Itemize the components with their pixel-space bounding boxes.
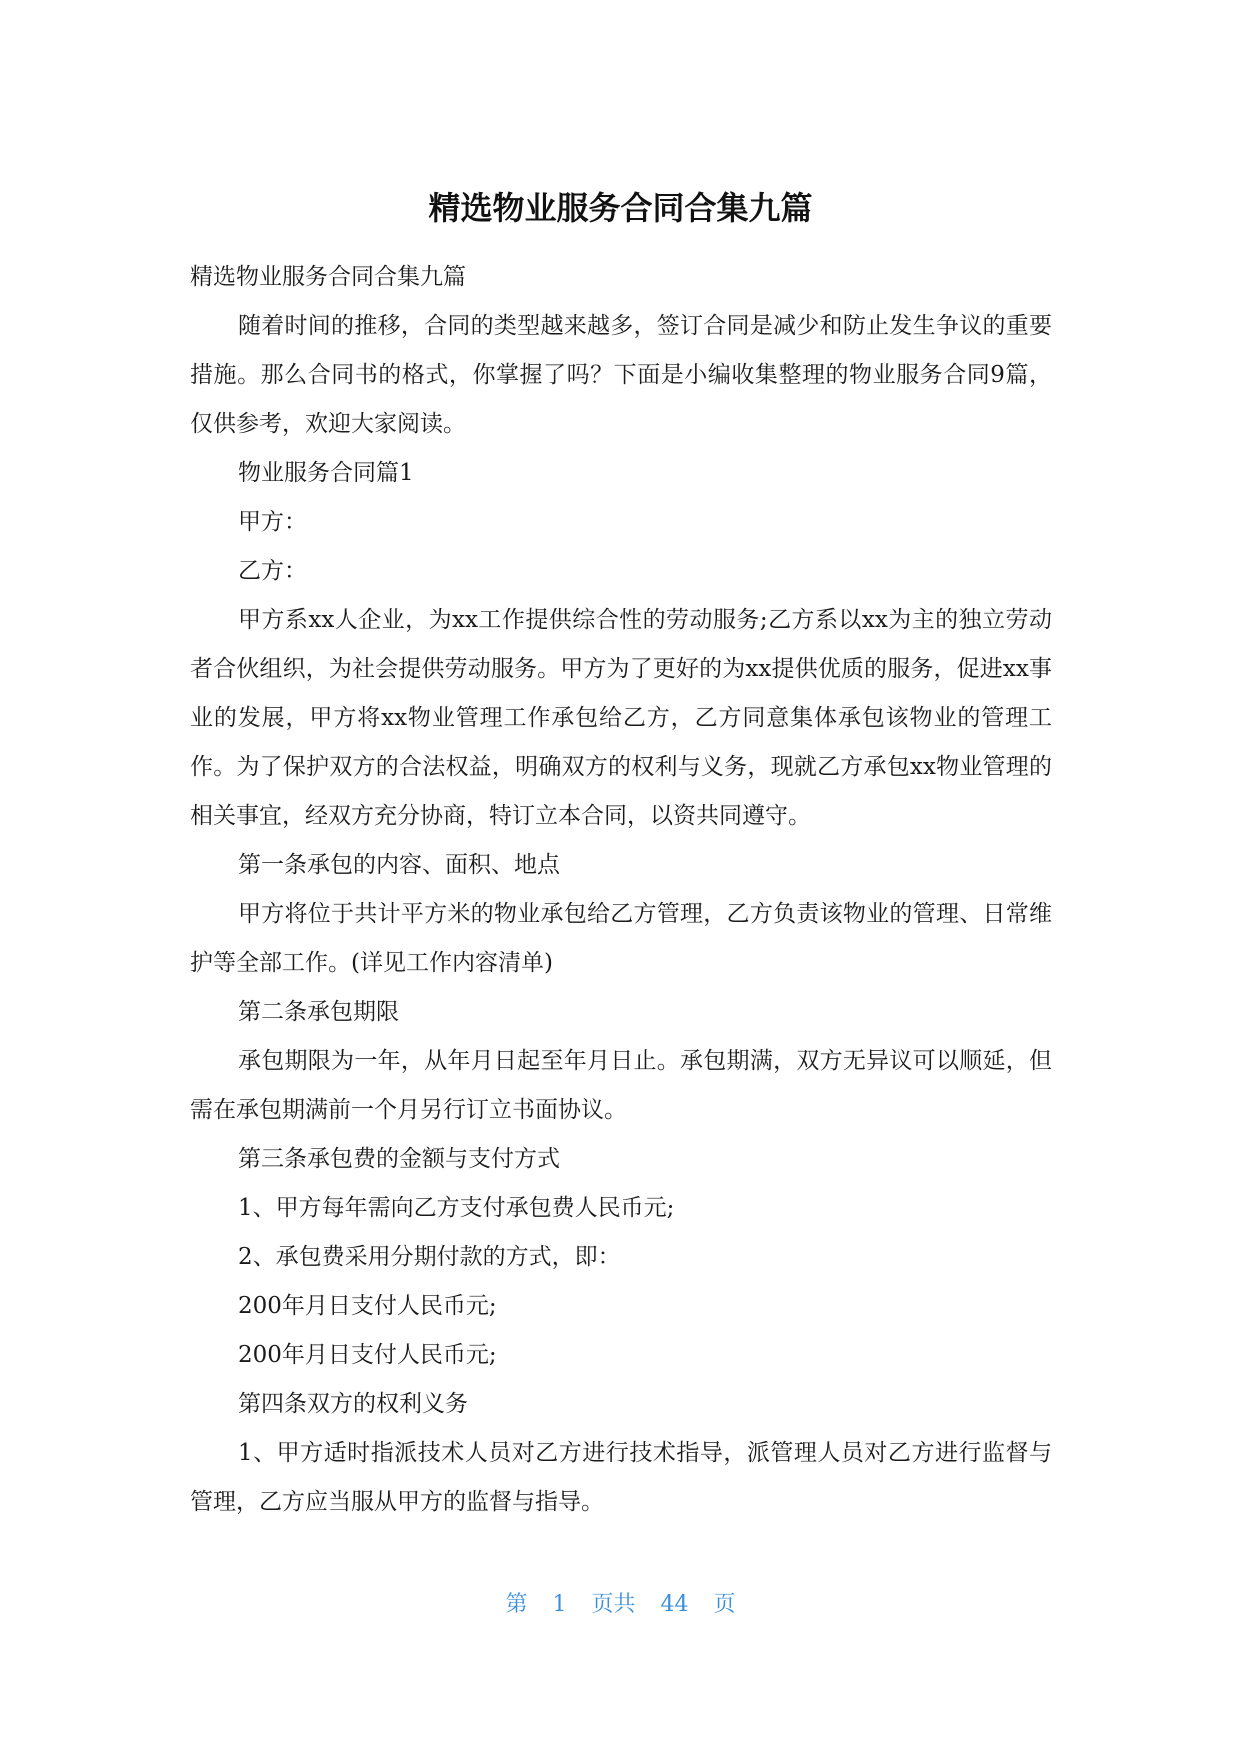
document-body: [190, 253, 1052, 1527]
section-heading: 物业服务合同篇1: [238, 460, 414, 486]
article-3-item-2: 2、承包费采用分期付款的方式，即：: [238, 1244, 621, 1270]
article-3-item-1: 1、甲方每年需向乙方支付承包费人民币元;: [238, 1195, 675, 1221]
article-4-item-1: 1、甲方适时指派技术人员对乙方进行技术指导，派管理人员对乙方进行监督与管理，乙方应当服从甲方的监督与指导。: [190, 1440, 1052, 1515]
paragraph-preamble: 甲方系xx人企业，为xx工作提供综合性的劳动服务;乙方系以xx为主的独立劳动者合伙组织，为社会提供劳动服务。甲方为了更好的为xx提供优质的服务，促进xx事业的发展，甲方将xx物业管理工作承包给乙方，乙方同意集体承包该物业的管理工作。为了保护双方的合法权益，明确双方的权利与义务，现就乙方承包xx物业管理的相关事宜，经双方充分协商，特订立本合同，以资共同遵守。: [190, 607, 1052, 829]
article-2-heading: 第二条承包期限: [238, 999, 399, 1025]
paragraph-subtitle: 精选物业服务合同合集九篇: [190, 264, 466, 290]
footer-total-pages: 44: [660, 1592, 689, 1617]
payment-line-1: 200年月日支付人民币元;: [238, 1293, 497, 1319]
footer-label-total: 页共: [591, 1592, 636, 1617]
party-b-line: 乙方：: [238, 558, 307, 584]
article-3-heading: 第三条承包费的金额与支付方式: [238, 1146, 560, 1172]
footer-current-page: 1: [552, 1592, 567, 1617]
page-number-footer: [0, 1590, 1241, 1620]
document-title: 精选物业服务合同合集九篇: [428, 189, 813, 227]
article-2-body: 承包期限为一年，从年月日起至年月日止。承包期满，双方无异议可以顺延，但需在承包期满前一个月另行订立书面协议。: [190, 1048, 1052, 1123]
payment-line-2: 200年月日支付人民币元;: [238, 1342, 497, 1368]
article-1-body: 甲方将位于共计平方米的物业承包给乙方管理，乙方负责该物业的管理、日常维护等全部工作。(详见工作内容清单): [190, 901, 1052, 976]
paragraph-intro: 随着时间的推移，合同的类型越来越多，签订合同是减少和防止发生争议的重要措施。那么合同书的格式，你掌握了吗？下面是小编收集整理的物业服务合同9篇，仅供参考，欢迎大家阅读。: [190, 313, 1052, 437]
footer-label-suffix: 页: [713, 1592, 736, 1617]
article-4-heading: 第四条双方的权利义务: [238, 1391, 468, 1417]
footer-label-page: 第: [505, 1592, 528, 1617]
article-1-heading: 第一条承包的内容、面积、地点: [238, 852, 560, 878]
party-a-line: 甲方：: [238, 509, 307, 535]
